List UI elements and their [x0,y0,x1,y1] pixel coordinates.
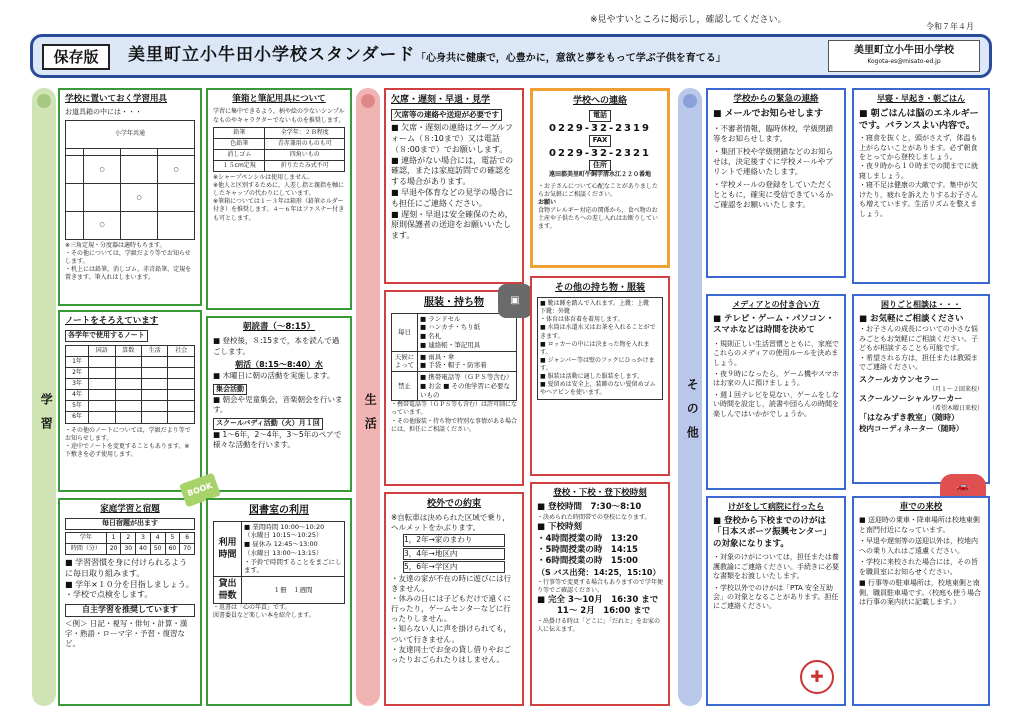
car-title: 車での来校 [899,502,943,512]
consult-box [852,294,990,484]
consult-c3: 「はなみずき教室」（随時） [859,413,959,423]
nb-head: 生活 [142,345,168,356]
morning-title: 朝読書（～8:15） [242,322,316,332]
top-note: ※見やすいところに掲示し，確認してください。 [590,15,787,25]
hw-line-1: ■ 学習習慣を身に付けられるように毎日取り組みます。 [65,558,188,578]
supplies-note-1: ※三角定規・分度器は適時もちます。 [65,241,166,249]
page-title: 美里町立小牛田小学校スタンダード [128,45,416,65]
emergency-box [706,88,846,278]
car-l2: ・早退や遅刻等の送迎以外は，校地内への乗り入れはご遠慮ください。 [859,537,978,555]
wt-desc: 四角いもの [265,149,345,160]
promise-l4: 5，6年→学区内 [403,561,505,573]
media-title: メディアとの付き合い方 [732,300,820,309]
other-item: ■ 靴は踵を踏んで入れます。上靴：上靴 下靴：外靴 [540,300,656,316]
notebooks-box [58,310,202,492]
emergency-l2: ・集団下校や学級閉鎖などのお知らせは，決定後すぐに学校メールやプリントで連絡いたします。 [713,146,833,177]
notebooks-note-2: ・途中でノートを変更することもあります。※下敷きを必ず使用します。 [65,442,190,458]
daily-label: 毎日 [392,313,418,351]
fax-label: FAX [589,135,612,146]
consult-c2: スクールソーシャルワーカー [859,394,963,404]
car-box [852,496,990,706]
learning-supplies-intro: お道具箱の中には・・・ [65,108,142,117]
dismissal-bus: （S バス出発：14:25，15:10） [537,567,661,577]
injury-l2: ・学校以外でのけがは「PTA 安全互助会」の対象となることがあります。担任にご連絡ください。 [713,583,839,611]
absence-l2: ■ 連絡がない場合には，電話での確認，または家庭訪問での確認をする場合があります。 [391,155,514,187]
supplies-note-2: ・その他については，学級だより等でお知らせします。 [65,250,191,266]
emergency-l3: ・学校メールの登録をしていただくとともに，確実に受信できているかご確認をお願いいたします。 [713,180,833,210]
notebooks-title: ノートをそろえています [65,316,159,326]
dismissal-l6: ・出掛ける時は「どこに」「だれと」をお家の人に伝えます。 [537,617,661,633]
other-item: ■ 髪留めは安全上，装飾のない髪留めゴムやヘアピンを使います。 [540,381,656,397]
writing-tools-title: 筆箱と筆記用具について [232,94,326,104]
homework-title: 家庭学習と宿題 [100,504,160,514]
dismissal-l1n: ・決められた時間帯での登校になります。 [537,513,651,521]
injury-sub: ■ 登校から下校までのけがは「日本スポーツ振興センター」の対象になります。 [713,515,832,549]
sleep-l1: ・寝食を抜くと，頭がさえず，体温も上がらないことがあります。必ず朝食をとってから登校しましょう。 [859,134,978,161]
sleep-box [852,88,990,284]
save-badge: 保存版 [42,44,110,70]
consult-c2n: （希望木曜日来校） [928,405,983,413]
weather-item: ■ 雨具・傘 [420,352,455,361]
hw-minutes: 50 [150,544,165,555]
book-icon: BOOK [179,473,221,508]
wt-note-3: ※筆箱については１～３年は箱形（鉛筆ホルダー付き）を推奨します。４～６年はファスナー付きも可とします。 [213,198,345,222]
hw-grade: 1 [106,532,121,543]
clothing-note-1: ・携帯電話等（ＧＰＳ等も含む）は許可制になっています。 [391,401,518,417]
homework-table [65,532,195,555]
hw-grade: 2 [121,532,136,543]
school-slogan: 「心身共に健康で，心豊かに，意欲と夢をもって学ぶ子供を育てる」 [416,53,726,64]
consult-l2: ・希望される方は，担任または教頭までご連絡ください。 [859,353,978,372]
writing-tools-box [206,88,352,310]
emergency-title: 学校からの緊急の連絡 [733,94,819,104]
contact-note-3: 食物アレルギー対応の関係から，食べ物のお土産や子供たちへの差し入れはお断りしています。 [538,206,659,231]
absence-sub: 欠席等の連絡や送迎が必要です [391,109,502,121]
wt-note-2: ※他人と区別するために，人差し指と親指を軸にしたキャップの代わりにしています。 [213,182,345,198]
library-time-1: ■ 業間時間 10:00～10:20 [244,522,325,531]
pill-dot [37,94,51,108]
dismissal-box [530,482,670,706]
injury-box [706,496,846,706]
dismissal-time-1: ・4時間授業の時 13:20 [537,533,638,544]
daily-item: ■ ランドセル [420,314,461,323]
morning-sub3: スクールバディ活動（火）月１回 [213,418,323,429]
media-box [706,294,846,490]
morning-sub2: 集会活動 [213,384,247,395]
library-note-2: 図書委員など楽しい本を紹介します。 [213,612,315,620]
hw-minutes: 30 [121,544,136,555]
library-label-lend: 貸出冊数 [214,577,242,604]
library-title: 図書室の利用 [249,505,309,516]
writing-tools-intro: 学習に集中できるよう，柄や絵の少ないシンプルなものやキャラクターでないものを推奨します。 [213,108,345,124]
hospital-icon: ✚ [800,660,834,694]
school-email: Kogota-es@misato-ed.jp [867,57,941,65]
emergency-sub: ■ メールでお知らせします [713,109,824,120]
dismissal-l1: ■ 登校時間 7:30～8:10 [537,502,642,513]
daily-item: ■ ハンカチ・ちり紙 [420,323,481,332]
morning-box [206,316,352,492]
other-items-box [530,276,670,476]
daily-item: ■ 名札 [420,332,442,341]
school-name-box [828,40,980,72]
daily-item: ■ 連絡帳・筆記用具 [420,340,481,349]
library-time-3: ■ 昼休み 12:45～13:00 [244,540,318,549]
morning-l4: ■ 1～6年，2～4年，3～5年のペアで様々な活動を行います。 [213,429,342,449]
other-column-label: そ の 他 [685,378,700,438]
hw-line-2: ■ 学年×１０分を目指しましょう。 [65,579,194,589]
homework-box [58,498,202,706]
wt-desc: 全学年：２Ｂ程度 [265,127,345,138]
contact-note-2: お願い [538,198,557,206]
dismissal-l2: ■ 下校時刻 [537,522,582,533]
learning-supplies-title: 学校に置いておく学習用具 [65,94,168,104]
dismissal-l5: 11～ 2月 16:00 まで [557,606,651,617]
media-l1: ・規則正しい生活習慣とともに，家庭でこれらのメディアの使用ルールを決めましょう。 [713,339,839,367]
wt-item: １５cm定規 [214,160,265,171]
hw-grade: 3 [136,532,151,543]
learning-supplies-box [58,88,202,306]
absence-l4: ■ 遅刻・早退は安全確保のため，原則保護者の送迎をお願いいたします。 [391,209,513,241]
life-column-pill [356,88,380,706]
homework-examples: ＜例＞ 日記・視写・俳句・計算・漢字・熟語・ローマ字・予習・復習など。 [65,619,188,649]
nb-head: 国語 [89,345,115,356]
nb-grade: 2年 [66,368,89,379]
weather-item: ■ 手袋・帽子・防寒着 [420,361,487,370]
nb-grade: 1年 [66,357,89,368]
supplies-table-header: 小学年共通 [66,120,195,148]
sleep-sub: ■ 朝ごはんは脳のエネルギーです。バランスよい内容で。 [859,108,979,131]
writing-tools-table [213,127,345,172]
consult-c1n: （月１～２回来校） [928,386,983,394]
ban-item: ■ 携帯電話等（ＧＰＳ等含む） [420,373,513,382]
promise-l6: ・休みの日には子どもだけで遠くに行ったり，ゲームセンターなどに行ったりしません。 [391,594,511,624]
clothing-title: 服装・持ち物 [424,297,484,308]
car-l1: ■ 送迎時の乗車・降車場所は校地東側と南門付近になっています。 [859,516,980,534]
homework-sub2: 自主学習を推奨しています [65,604,195,617]
morning-sub: 朝活（8:15～8:40）水 [235,359,323,369]
homework-sub1: 毎日宿題が出ます [65,518,195,529]
nb-grade: 3年 [66,379,89,390]
dismissal-title: 登校・下校・登下校時刻 [553,488,647,498]
absence-l3: ■ 早退や体育などの見学の場合にも担任にご連絡ください。 [391,188,514,208]
promise-l7: ・知らない人に声を掛けられても，ついて行きません。 [391,624,511,644]
supplies-note-3: ・机上には鉛筆，消しゴム，赤青鉛筆，定規を置きます。筆入れはしまいます。 [65,266,192,282]
notebooks-subtitle: 各学年で使用するノート [65,330,148,341]
other-item: ■ 水筒は水道水又はお茶を入れることができます。 [540,324,656,340]
nb-grade: 4年 [66,390,89,401]
hw-line-3: ・学校で点検をします。 [65,590,153,600]
hw-minutes: 60 [165,544,180,555]
library-time-5: ・予鈴で時間することをまごにします。 [244,557,342,575]
hw-time-label: 時間（分） [66,544,107,555]
car-l3: ・学校に来校された場合には，その旨を職員室にお知らせください。 [859,558,978,576]
nb-head: 算数 [115,345,141,356]
morning-l1: ■ 登校後，８:15まで，本を読んで過ごします。 [213,336,340,356]
learning-column-pill [32,88,56,706]
hw-grade-label: 学年 [66,532,107,543]
other-item: ■ 服装は活動に適した服装をします。 [540,372,644,380]
tel-label: 電話 [589,110,611,121]
dismissal-l3: ・行事等で変更する場合もありますので学年便り等でご確認ください。 [537,578,664,594]
fax-number: 0229-32-2321 [549,147,651,159]
library-label-time: 利用時間 [214,521,242,577]
absence-box [384,88,524,284]
pill-dot [361,94,375,108]
promise-l1: ※自転車は決められた区域で乗り，ヘルメットをかぶります。 [391,513,510,533]
consult-c4: 校内コーディネーター（随時） [859,424,964,434]
library-box [206,498,352,706]
notebooks-table [65,345,195,424]
clothing-box [384,290,524,486]
injury-l1: ・対象のけがについては，担任または養護教諭にご連絡ください。手続きに必要な書類をお渡しいたします。 [713,553,839,581]
consult-title: 困りごと相談は・・・ [881,300,961,309]
car-l4: ■ 行事等の駐車場所は，校地東側と南側，職員駐車場です。（校庭も使う場合は行事の案内状に記載します。） [859,579,981,606]
media-l2: ・夜９時になったら，ゲーム機やスマホはお家の人に預けましょう。 [713,370,839,388]
pill-dot [683,94,697,108]
emergency-l1: ・不審者情報，臨時休校，学級閉鎖等をお知らせします。 [713,123,833,143]
sleep-l2: ・夜９時から１０時までの間までに就寝しましょう。 [859,162,978,180]
wt-item: 鉛筆 [214,127,265,138]
hw-grade: 6 [180,532,195,543]
clothing-table [391,313,517,402]
absence-l1: ■ 欠席・遅刻の連絡はグーグルフォーム（８:10まで）又は電話（８:00まで）でお願いします。 [391,123,513,154]
absence-title: 欠席・遅刻・早退・見学 [391,95,491,105]
hw-minutes: 20 [106,544,121,555]
media-l3: ・週１回テレビを見ない，ゲームをしない時間を設定し，読書や団らんの時間を楽しんではいかがでしょうか。 [713,390,839,418]
hw-grade: 5 [165,532,180,543]
nb-grade: 5年 [66,401,89,412]
contact-title: 学校への連絡 [572,96,627,106]
life-column-label: 生 活 [363,393,378,429]
sleep-l3: ・寝不足は健康の大敵です。集中が欠けたり，疲れを訴えたりするお子さんも増えています。生活リズムを整えましょう。 [859,181,978,218]
tel-number[interactable]: 0229-32-2319 [549,122,651,134]
other-item: ・体育は体育着を着用します。 [540,316,624,324]
wt-item: 色鉛筆 [214,138,265,149]
wt-desc: 青赤兼用のものも可 [265,138,345,149]
notebooks-note-1: ・その他のノートについては，学級だより等でお知らせします。 [65,426,191,442]
hw-grade: 4 [150,532,165,543]
other-item: ■ ジャンパー等は壁のフックにひっかけます。 [540,356,655,372]
promise-l2: 1，2年→家のまわり [403,534,505,546]
school-bag-icon: ▣ [498,284,532,318]
promise-l3: 3，4年→地区内 [403,548,505,560]
library-table [213,521,345,605]
promise-l5: ・友達の家が不在の時に遊びには行きません。 [391,573,511,593]
nb-head [66,345,89,356]
library-lend: １冊 １週間 [242,577,345,604]
injury-title: けがをして病院に行ったら [728,502,824,511]
learning-column-label: 学 習 [39,393,54,429]
contact-note-1: ・お子さんについて心配なことがありましたらお気軽にご相談ください。 [538,182,658,198]
dismissal-time-3: ・6時間授業の時 15:00 [537,556,638,567]
dismissal-time-2: ・5時間授業の時 14:15 [537,544,638,555]
ban-item: ■ お金 ■ その他学習に必要ないもの [420,381,510,399]
library-time-2: （水曜日 10:15～10:25） [244,531,323,540]
nb-grade: 6年 [66,412,89,423]
school-name: 美里町立小牛田小学校 [854,45,954,56]
nb-head: 社会 [168,345,195,356]
sleep-title: 早寝・早起き・朝ごはん [877,94,965,103]
contact-box [530,88,670,268]
promise-title: 校外での約束 [426,499,481,509]
morning-l3: ■ 朝会や児童集会，音楽朝会を行います。 [213,395,343,415]
promise-l8: ・友達同士でお金の貸し借りやおごったりおごられたりはしません。 [391,644,511,664]
address-label: 住所 [589,160,611,171]
supplies-table: 小学年共通 ○ ○ ○ ○ [65,120,195,240]
address: 遠田郡美里町牛飼字清水江２２０番地 [548,171,651,179]
clothing-note-2: ・その他服装・持ち物で特別な事情がある場合には，担任にご相談ください。 [391,417,518,433]
morning-l2: ■ 木曜日に朝の活動を実施します。 [213,370,335,380]
consult-l1: ・お子さんの成長についての小さな悩みごともお気軽にご相談ください。子どもが相談することも可能です。 [859,325,978,353]
hw-minutes: 70 [180,544,195,555]
date: 令和７年４月 [926,22,974,31]
other-items-title: その他の持ち物・服装 [554,283,645,293]
wt-desc: 折りたたみ式不可 [265,160,345,171]
consult-c1: スクールカウンセラー [859,375,939,385]
promise-box [384,492,524,706]
other-item: ■ ロッカーの中には決まった物を入れます。 [540,340,650,356]
wt-item: 消しゴム [214,149,265,160]
car-icon: 🚗 [940,474,986,500]
library-time-4: （水曜日 13:00～13:15） [244,548,323,557]
hw-minutes: 40 [136,544,151,555]
consult-sub: ■ お気軽にご相談ください [859,313,964,324]
library-note-1: ・返書は「心の年貢」です。 [213,604,291,612]
ban-label: 禁止 [392,372,418,401]
wt-note-1: ※シャープペンシルは使用しません。 [213,174,314,182]
other-column-pill [678,88,702,706]
weather-label: 天候によって [392,351,418,372]
media-sub: ■ テレビ・ゲーム・パソコン・スマホなどは時間を決めて [713,313,835,336]
dismissal-l4: ■ 完全 3～10月 16:30 まで [537,594,659,605]
